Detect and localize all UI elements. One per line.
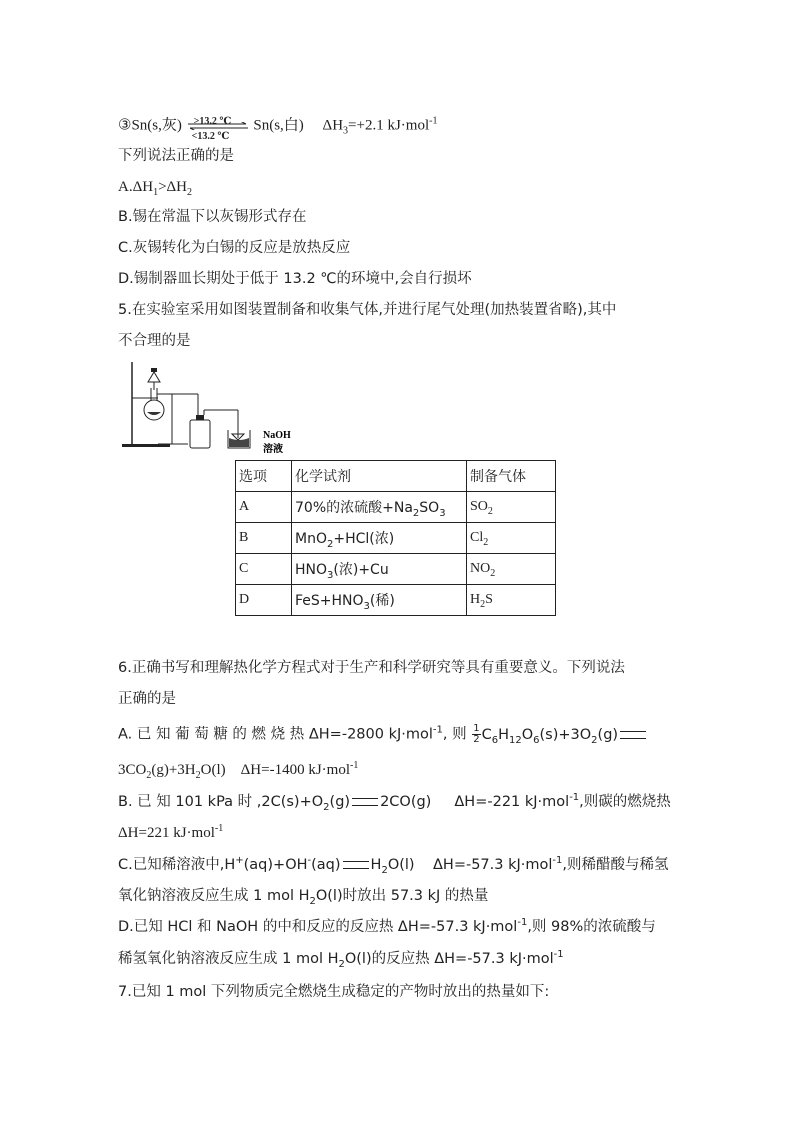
- naoh-label: NaOH: [263, 430, 291, 441]
- q4-a-mid: >ΔH: [158, 179, 188, 195]
- q6-a-eq: $C_6H_{12}O_6(s)+3O_2(g)$: [481, 726, 619, 746]
- q4-a-sub1: 1: [153, 187, 159, 198]
- q6-a-line2-text: $3CO_2(g)+3H_2O(l)$ ΔH=-1400 kJ·mol$^{-1}$: [118, 760, 359, 781]
- q6-c-post: $H_2O(l)$ ΔH=-57.3 kJ·mol$^{-1}$,则稀醋酸与稀氢: [370, 855, 669, 876]
- q5-stem-line1: 5.在实验室采用如图装置制备和收集气体,并进行尾气处理(加热装置省略),其中: [118, 302, 617, 318]
- eq3-dh-sup: -1: [429, 115, 438, 127]
- q6-d-line2-text: 稀氢氧化钠溶液反应生成 1 mol $H_2O(l)$的反应热 ΔH=-57.3 kJ·mol$^{-1}$: [118, 949, 564, 970]
- equals-arrow-icon: [620, 731, 646, 739]
- q6-a-sup: -1: [432, 724, 443, 736]
- table-cell-gas: $Cl_2$: [467, 523, 556, 554]
- q6-a-pre: A. 已 知 葡 萄 糖 的 燃 烧 热 ΔH=-2800 kJ·mol: [118, 726, 433, 743]
- q6-option-d-line2: [118, 949, 564, 969]
- table-row: [236, 554, 556, 585]
- table-cell-option: D: [236, 585, 292, 616]
- q6-option-b-line2: [118, 823, 223, 843]
- q6-b-pre: B. 已 知 101 kPa 时 $,2C(s)+O_2(g)$: [118, 794, 351, 813]
- q4-option-c: C.灰锡转化为白锡的反应是放热反应: [118, 240, 351, 256]
- q6-option-d-line1: [118, 917, 656, 937]
- table-row: [236, 492, 556, 523]
- table-cell-gas: $H_2S$: [467, 585, 556, 616]
- arrow-top-label: >13.2 ℃: [193, 116, 232, 127]
- q6-b-line2-text: ΔH=221 kJ·mol$^{-1}$: [118, 823, 224, 841]
- eq3-prefix: ③Sn(s,灰): [118, 117, 182, 134]
- table-header: 制备气体: [467, 461, 556, 492]
- eq3-dh-value: =+2.1 kJ·mol: [348, 117, 430, 134]
- equals-arrow-icon: [343, 861, 369, 869]
- q6-c-pre: C.已知稀溶液中,H+(aq)+OH-(aq): [118, 855, 341, 873]
- solution-label: 溶液: [263, 444, 283, 455]
- table-cell-reagent: 70%的浓硫酸$+Na_2SO_3$: [292, 492, 467, 523]
- table-cell-gas: $NO_2$: [467, 554, 556, 585]
- table-cell-option: B: [236, 523, 292, 554]
- q4-a-pre: A.ΔH: [118, 179, 154, 195]
- eq3-dh-label: ΔH: [322, 117, 344, 134]
- frac-num: 1: [473, 723, 480, 734]
- table-cell-reagent: MnO$_2$+HCl(浓): [292, 523, 467, 554]
- q6-option-a-line2: [118, 760, 358, 780]
- q4-option-b: B.锡在常温下以灰锡形式存在: [118, 209, 307, 225]
- q7-stem: 7.已知 1 mol 下列物质完全燃烧生成稳定的产物时放出的热量如下:: [118, 984, 550, 1000]
- fraction-one-half: [472, 724, 480, 745]
- q6-stem-line1: 6.正确书写和理解热化学方程式对于生产和科学研究等具有重要意义。下列说法: [118, 660, 625, 676]
- q4-option-d: D.锡制器皿长期处于低于 13.2 ℃的环境中,会自行损坏: [118, 271, 472, 287]
- q6-option-c-line2: [118, 886, 488, 906]
- eq3-line: [118, 112, 437, 140]
- equals-arrow-icon: [352, 798, 378, 806]
- q4-a-sub2: 2: [187, 187, 193, 198]
- q6-d-line1-text: D.已知 HCl 和 NaOH 的中和反应的反应热 ΔH=-57.3 kJ·mol$^{-1}$,则 98%的浓硫酸与: [118, 917, 656, 935]
- q6-option-b-line1: [118, 792, 671, 812]
- table-header: 化学试剂: [292, 461, 467, 492]
- q6-option-c-line1: [118, 855, 669, 875]
- table-cell-reagent: $HNO_3$(浓)+Cu: [292, 554, 467, 585]
- table-cell-reagent: $FeS+HNO_3$(稀): [292, 585, 467, 616]
- table-header-row: [236, 461, 556, 492]
- table-row: [236, 585, 556, 616]
- q6-a-then: , 则: [442, 726, 467, 743]
- table-row: [236, 523, 556, 554]
- table-header: 选项: [236, 461, 292, 492]
- table-cell-option: A: [236, 492, 292, 523]
- q6-option-a-line1: [118, 724, 648, 745]
- frac-den: 2: [473, 734, 480, 745]
- q4-option-a: [118, 177, 192, 197]
- table-cell-gas: $SO_2$: [467, 492, 556, 523]
- q6-stem-line2: 正确的是: [118, 691, 176, 707]
- eq3-product: Sn(s,白): [253, 117, 304, 134]
- q6-c-line2-text: 氧化钠溶液反应生成 1 mol $H_2O(l)$时放出 57.3 kJ 的热量: [118, 888, 489, 907]
- table-cell-option: C: [236, 554, 292, 585]
- arrow-bottom-label: <13.2 ℃: [191, 131, 230, 142]
- q5-options-table: [235, 460, 556, 616]
- q4-stem: 下列说法正确的是: [118, 148, 234, 164]
- gas-apparatus-figure: [118, 360, 308, 455]
- q5-stem-line2: 不合理的是: [118, 333, 191, 349]
- reversible-arrow: [186, 112, 250, 140]
- eq3-dh-sub: 3: [343, 125, 349, 137]
- q6-b-post: 2CO(g) ΔH=-221 kJ·mol$^{-1}$,则碳的燃烧热: [380, 792, 671, 810]
